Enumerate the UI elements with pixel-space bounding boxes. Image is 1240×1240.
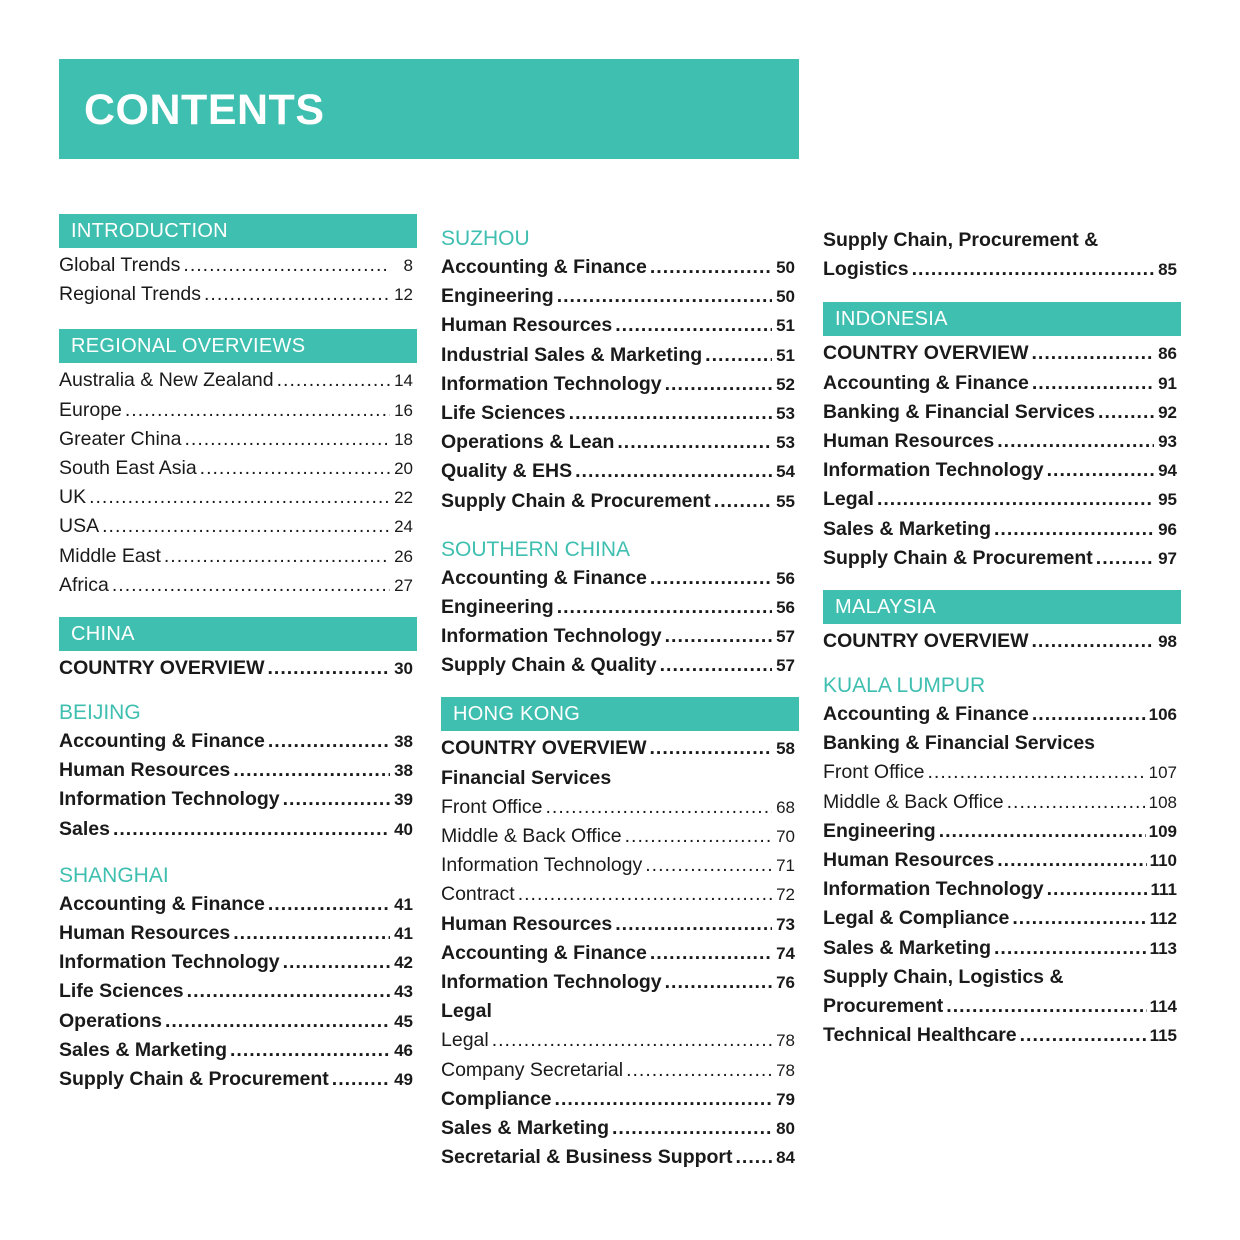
toc-entry[interactable]: Life Sciences ..... 53	[441, 399, 799, 428]
subheading-shanghai: SHANGHAI	[59, 863, 169, 887]
toc-column-1	[59, 214, 417, 1094]
toc-entry[interactable]: Front Office ..... 68	[441, 793, 799, 822]
toc-entry[interactable]: Legal & Compliance ..... 112	[823, 904, 1181, 933]
toc-entry[interactable]: Human Resources ..... 73	[441, 910, 799, 939]
toc-entry[interactable]: Accounting & Finance ..... 106	[823, 700, 1181, 729]
toc-entry-line[interactable]: Supply Chain, Procurement &	[823, 229, 1099, 251]
toc-entry[interactable]: Human Resources ..... 51	[441, 311, 799, 340]
toc-entry[interactable]: Logistics ..... 85	[823, 255, 1181, 284]
toc-entry[interactable]: UK ..... 22	[59, 483, 417, 512]
toc-entry[interactable]: Human Resources ..... 110	[823, 846, 1181, 875]
subheading-southern-china: SOUTHERN CHINA	[441, 537, 631, 561]
toc-entry[interactable]: Information Technology ..... 57	[441, 622, 799, 651]
toc-group-heading: Legal	[441, 1000, 492, 1023]
toc-entry[interactable]: Procurement ..... 114	[823, 992, 1181, 1021]
toc-entry[interactable]: Industrial Sales & Marketing ..... 51	[441, 341, 799, 370]
toc-entry[interactable]: Sales & Marketing ..... 96	[823, 515, 1181, 544]
toc-entry[interactable]: Company Secretarial ..... 78	[441, 1056, 799, 1085]
toc-entry[interactable]: Supply Chain & Procurement ..... 49	[59, 1065, 417, 1094]
toc-entry-line[interactable]: Supply Chain, Logistics &	[823, 965, 1064, 988]
toc-entry[interactable]: COUNTRY OVERVIEW ..... 30	[59, 654, 417, 683]
toc-entry[interactable]: COUNTRY OVERVIEW ..... 58	[441, 734, 799, 763]
toc-entry[interactable]: Secretarial & Business Support ..... 84	[441, 1143, 799, 1172]
toc-entry[interactable]: Engineering ..... 109	[823, 817, 1181, 846]
toc-entry[interactable]: Human Resources ..... 41	[59, 919, 417, 948]
toc-entry[interactable]: South East Asia ..... 20	[59, 454, 417, 483]
toc-entry[interactable]: Supply Chain & Procurement ..... 55	[441, 487, 799, 516]
toc-entry[interactable]: Engineering ..... 50	[441, 282, 799, 311]
toc-entry[interactable]: Human Resources ..... 93	[823, 427, 1181, 456]
toc-entry[interactable]: Middle & Back Office ..... 108	[823, 788, 1181, 817]
toc-entry[interactable]: Greater China ..... 18	[59, 425, 417, 454]
toc-entry[interactable]: Regional Trends ..... 12	[59, 280, 417, 309]
title-banner	[59, 59, 799, 159]
toc-entry[interactable]: Information Technology ..... 76	[441, 968, 799, 997]
toc-entry[interactable]: Operations & Lean ..... 53	[441, 428, 799, 457]
toc-entry[interactable]: Life Sciences ..... 43	[59, 977, 417, 1006]
section-heading-china: CHINA	[59, 617, 417, 651]
toc-entry[interactable]: Information Technology ..... 94	[823, 456, 1181, 485]
toc-entry[interactable]: Accounting & Finance ..... 50	[441, 253, 799, 282]
toc-entry[interactable]: Middle & Back Office ..... 70	[441, 822, 799, 851]
toc-entry[interactable]: USA ..... 24	[59, 512, 417, 541]
toc-entry[interactable]: Information Technology ..... 111	[823, 875, 1181, 904]
toc-entry[interactable]: COUNTRY OVERVIEW ..... 98	[823, 627, 1181, 656]
toc-entry[interactable]: Front Office ..... 107	[823, 758, 1181, 787]
toc-entry[interactable]: Information Technology ..... 71	[441, 851, 799, 880]
toc-entry[interactable]: Sales & Marketing ..... 80	[441, 1114, 799, 1143]
toc-entry[interactable]: Human Resources ..... 38	[59, 756, 417, 785]
toc-group-heading: Banking & Financial Services	[823, 732, 1096, 755]
toc-entry[interactable]: Information Technology ..... 39	[59, 785, 417, 814]
toc-column-3	[823, 214, 1181, 1050]
toc-entry[interactable]: Accounting & Finance ..... 56	[441, 564, 799, 593]
toc-entry[interactable]: Accounting & Finance ..... 38	[59, 727, 417, 756]
page-title: CONTENTS	[84, 85, 325, 134]
toc-entry[interactable]: Accounting & Finance ..... 91	[823, 369, 1181, 398]
section-heading-regional: REGIONAL OVERVIEWS	[59, 329, 417, 363]
subheading-beijing: BEIJING	[59, 701, 141, 725]
toc-entry[interactable]: Legal ..... 95	[823, 485, 1181, 514]
section-heading-malaysia: MALAYSIA	[823, 590, 1181, 624]
toc-entry[interactable]: Sales & Marketing ..... 113	[823, 934, 1181, 963]
section-heading-introduction: INTRODUCTION	[59, 214, 417, 248]
toc-entry[interactable]: Sales ..... 40	[59, 815, 417, 844]
toc-entry[interactable]: Accounting & Finance ..... 41	[59, 890, 417, 919]
toc-entry[interactable]: Middle East ..... 26	[59, 542, 417, 571]
toc-entry[interactable]: Supply Chain & Procurement ..... 97	[823, 544, 1181, 573]
toc-entry[interactable]: Engineering ..... 56	[441, 593, 799, 622]
toc-group-heading: Financial Services	[441, 766, 612, 789]
toc-entry[interactable]: Africa ..... 27	[59, 571, 417, 600]
toc-entry[interactable]: Quality & EHS ..... 54	[441, 457, 799, 486]
toc-entry[interactable]: Contract ..... 72	[441, 880, 799, 909]
toc-entry[interactable]: Europe ..... 16	[59, 396, 417, 425]
section-heading-indonesia: INDONESIA	[823, 302, 1181, 336]
toc-column-2	[441, 214, 799, 1172]
toc-entry[interactable]: Information Technology ..... 52	[441, 370, 799, 399]
toc-entry[interactable]: Information Technology ..... 42	[59, 948, 417, 977]
toc-entry[interactable]: Supply Chain & Quality ..... 57	[441, 651, 799, 680]
toc-entry[interactable]: Australia & New Zealand ..... 14	[59, 366, 417, 395]
toc-entry[interactable]: Sales & Marketing ..... 46	[59, 1036, 417, 1065]
section-heading-hong-kong: HONG KONG	[441, 697, 799, 731]
toc-entry[interactable]: Global Trends ..... 8	[59, 251, 417, 280]
toc-entry[interactable]: Operations ..... 45	[59, 1007, 417, 1036]
toc-entry[interactable]: Banking & Financial Services ..... 92	[823, 398, 1181, 427]
toc-entry[interactable]: Accounting & Finance ..... 74	[441, 939, 799, 968]
toc-entry[interactable]: Compliance ..... 79	[441, 1085, 799, 1114]
toc-entry[interactable]: Technical Healthcare ..... 115	[823, 1021, 1181, 1050]
subheading-suzhou: SUZHOU	[441, 227, 530, 250]
toc-entry[interactable]: COUNTRY OVERVIEW ..... 86	[823, 339, 1181, 368]
toc-entry[interactable]: Legal ..... 78	[441, 1026, 799, 1055]
subheading-kuala-lumpur: KUALA LUMPUR	[823, 674, 986, 698]
